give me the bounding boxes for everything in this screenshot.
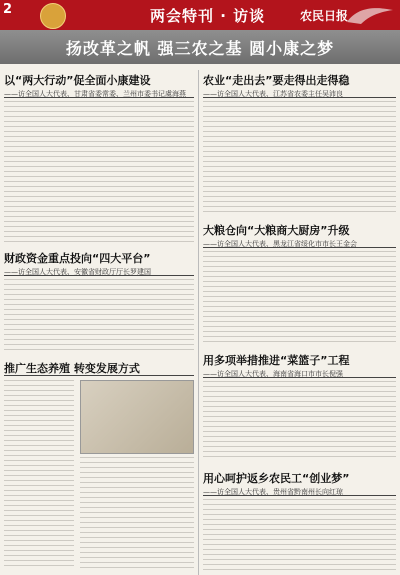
article-5 [4,360,194,376]
article-2-body [203,101,396,214]
article-5-body-continued [80,457,194,570]
article-photo [80,380,194,454]
article-7-subtitle: ——访全国人大代表、贵州省黔南州长向红琼 [203,488,343,496]
article-6-title: 用多项举措推进“菜篮子”工程 [203,354,350,367]
divider [203,247,396,248]
article-7-title: 用心呵护返乡农民工“创业梦” [203,472,350,485]
column-separator [198,70,199,575]
article-7-body [203,499,396,571]
divider [203,97,396,98]
article-4-body [203,251,396,343]
article-7 [203,470,396,497]
divider [4,97,194,98]
divider [203,495,396,496]
column-title: 两会特刊 · 访谈 [150,7,266,25]
article-4-title: 大粮仓向“大粮商大厨房”升级 [203,224,350,237]
article-2 [203,72,396,99]
article-3-body [4,279,194,354]
article-5-body [4,380,74,570]
article-2-title: 农业“走出去”要走得出走得稳 [203,74,350,87]
article-3-subtitle: ——访全国人大代表、安徽省财政厅厅长罗建国 [4,268,151,276]
banner-title: 扬改革之帆 强三农之基 圆小康之梦 [65,39,335,58]
divider [4,375,194,376]
emblem-icon [40,3,66,29]
page-number: 2 [3,2,13,17]
divider [4,275,194,276]
article-6 [203,352,396,379]
paper-name: 农民日报 [300,9,349,23]
divider [203,377,396,378]
page-header [0,0,400,30]
article-3 [4,250,194,277]
article-4-subtitle: ——访全国人大代表、黑龙江省绥化市市长王金会 [203,240,357,248]
special-banner [0,30,400,64]
article-2-subtitle: ——访全国人大代表、江苏省农委主任吴沛良 [203,90,343,98]
article-5-title: 推广生态养殖 转变发展方式 [4,362,140,375]
article-3-title: 财政资金重点投向“四大平台” [4,252,151,265]
article-6-body [203,381,396,461]
article-4 [203,222,396,249]
article-1 [4,72,194,99]
article-1-body [4,101,194,244]
article-6-subtitle: ——访全国人大代表、海南省海口市市长倪强 [203,370,343,378]
dove-icon [345,4,395,26]
article-1-title: 以“两大行动”促全面小康建设 [4,74,151,87]
article-1-subtitle: ——访全国人大代表、甘肃省委常委、兰州市委书记虞海燕 [4,90,186,98]
